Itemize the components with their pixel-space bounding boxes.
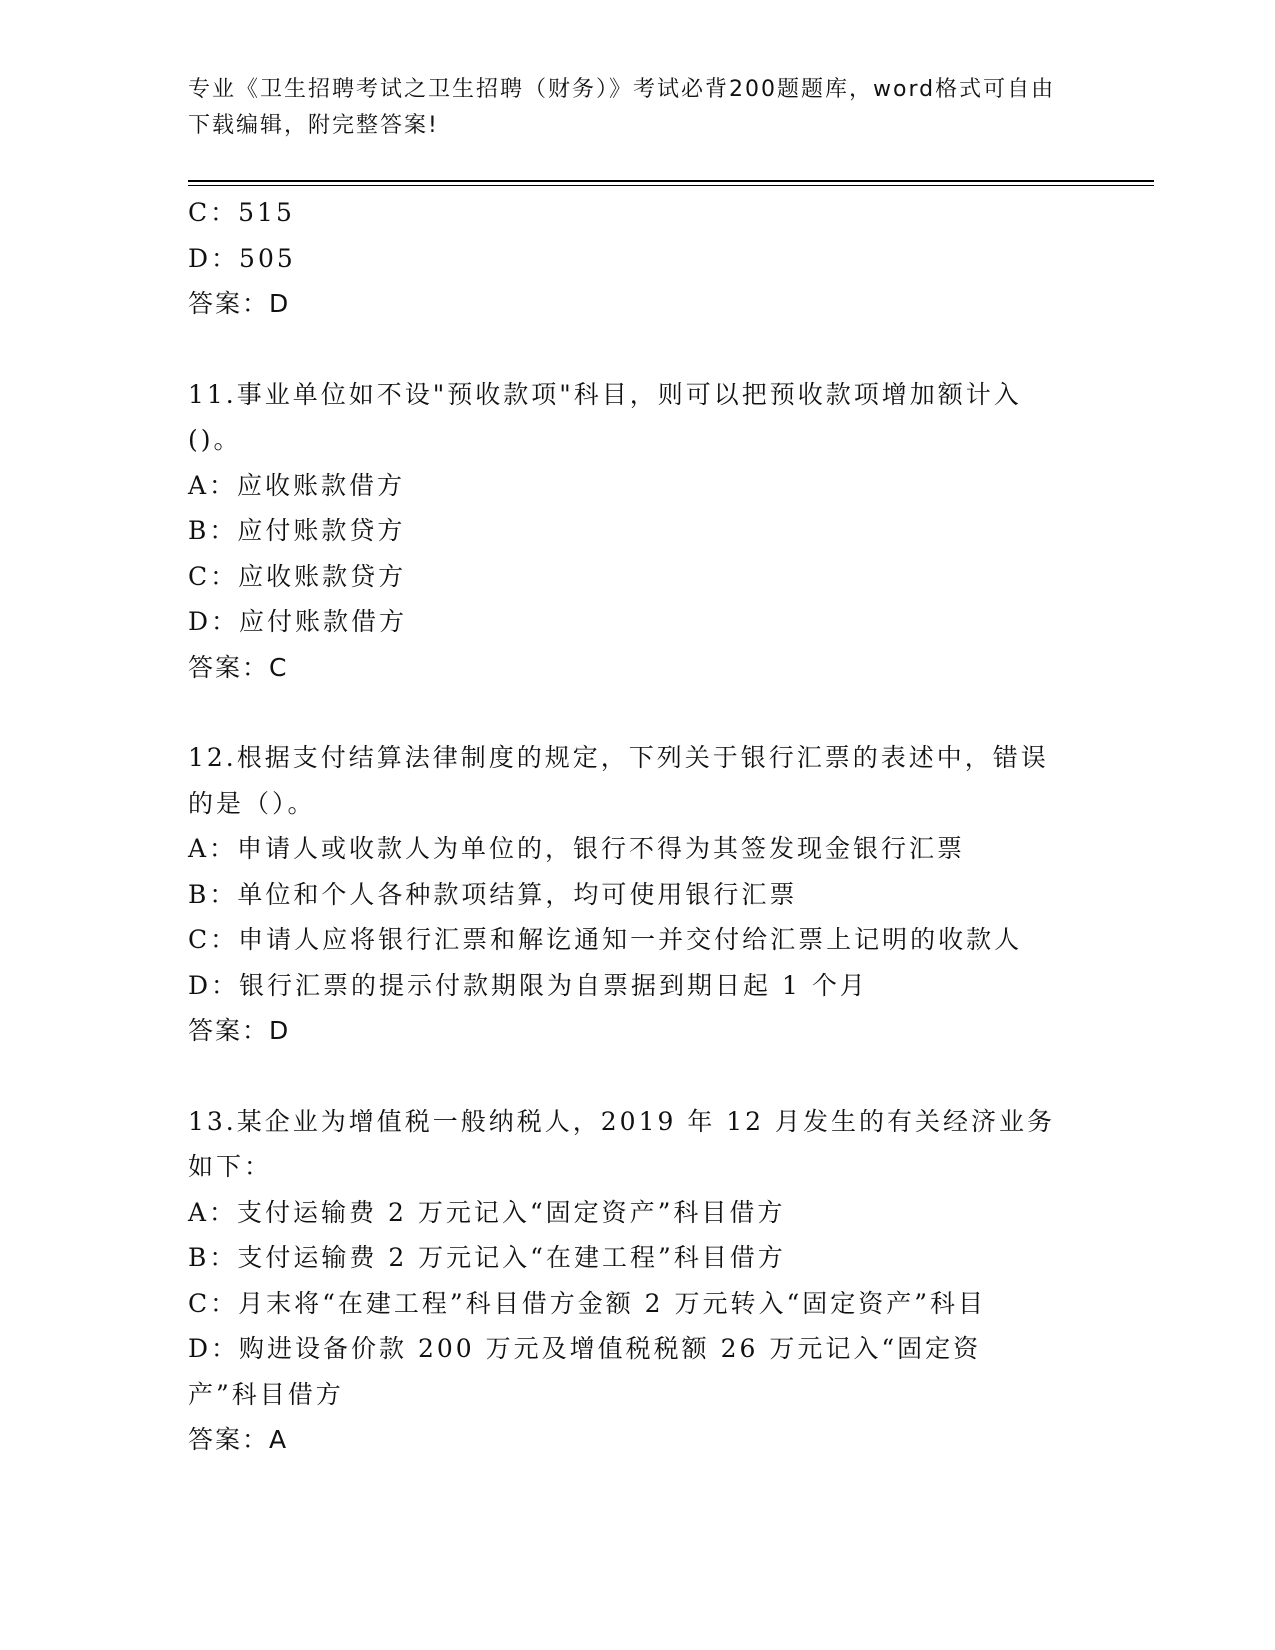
option-d: D：505 xyxy=(188,243,296,273)
header-rule-thin xyxy=(188,185,1154,186)
document-header: 专业《卫生招聘考试之卫生招聘（财务）》考试必背200题题库，word格式可自由下载编辑，附完整答案! xyxy=(188,77,1056,138)
option-b: B：支付运输费 2 万元记入“在建工程”科目借方 xyxy=(188,1243,786,1272)
option-a: A：申请人或收款人为单位的，银行不得为其签发现金银行汇票 xyxy=(188,834,966,863)
option-b: B：应付账款贷方 xyxy=(188,516,406,545)
question-13 xyxy=(188,1099,1068,1463)
option-c: C：申请人应将银行汇票和解讫通知一并交付给汇票上记明的收款人 xyxy=(188,925,1023,954)
question-stem: 11.事业单位如不设"预收款项"科目，则可以把预收款项增加额计入()。 xyxy=(188,379,1022,454)
question-11 xyxy=(188,372,1068,691)
option-d: D：购进设备价款 200 万元及增值税税额 26 万元记入“固定资产”科目借方 xyxy=(188,1334,982,1409)
option-c: C：515 xyxy=(188,198,295,227)
prev-question-tail xyxy=(188,190,1068,327)
option-b: B：单位和个人各种款项结算，均可使用银行汇票 xyxy=(188,879,798,909)
option-a: A：应收账款借方 xyxy=(188,470,406,500)
option-c: C：应收账款贷方 xyxy=(188,561,407,591)
answer-line: 答案：D xyxy=(188,289,291,318)
option-c: C：月末将“在建工程”科目借方金额 2 万元转入“固定资产”科目 xyxy=(188,1288,987,1318)
header-rule-thick xyxy=(188,180,1154,182)
option-d: D：应付账款借方 xyxy=(188,607,408,636)
answer-line: 答案：C xyxy=(188,652,289,682)
option-a: A：支付运输费 2 万元记入“固定资产”科目借方 xyxy=(188,1197,786,1227)
answer-line: 答案：A xyxy=(188,1425,289,1454)
option-d: D：银行汇票的提示付款期限为自票据到期日起 1 个月 xyxy=(188,970,868,1000)
question-stem: 12.根据支付结算法律制度的规定，下列关于银行汇票的表述中，错误的是（）。 xyxy=(188,743,1049,818)
answer-line: 答案：D xyxy=(188,1016,291,1045)
document-body xyxy=(188,190,1068,1463)
question-12 xyxy=(188,735,1068,1054)
question-stem: 13.某企业为增值税一般纳税人，2019 年 12 月发生的有关经济业务如下： xyxy=(188,1106,1056,1181)
